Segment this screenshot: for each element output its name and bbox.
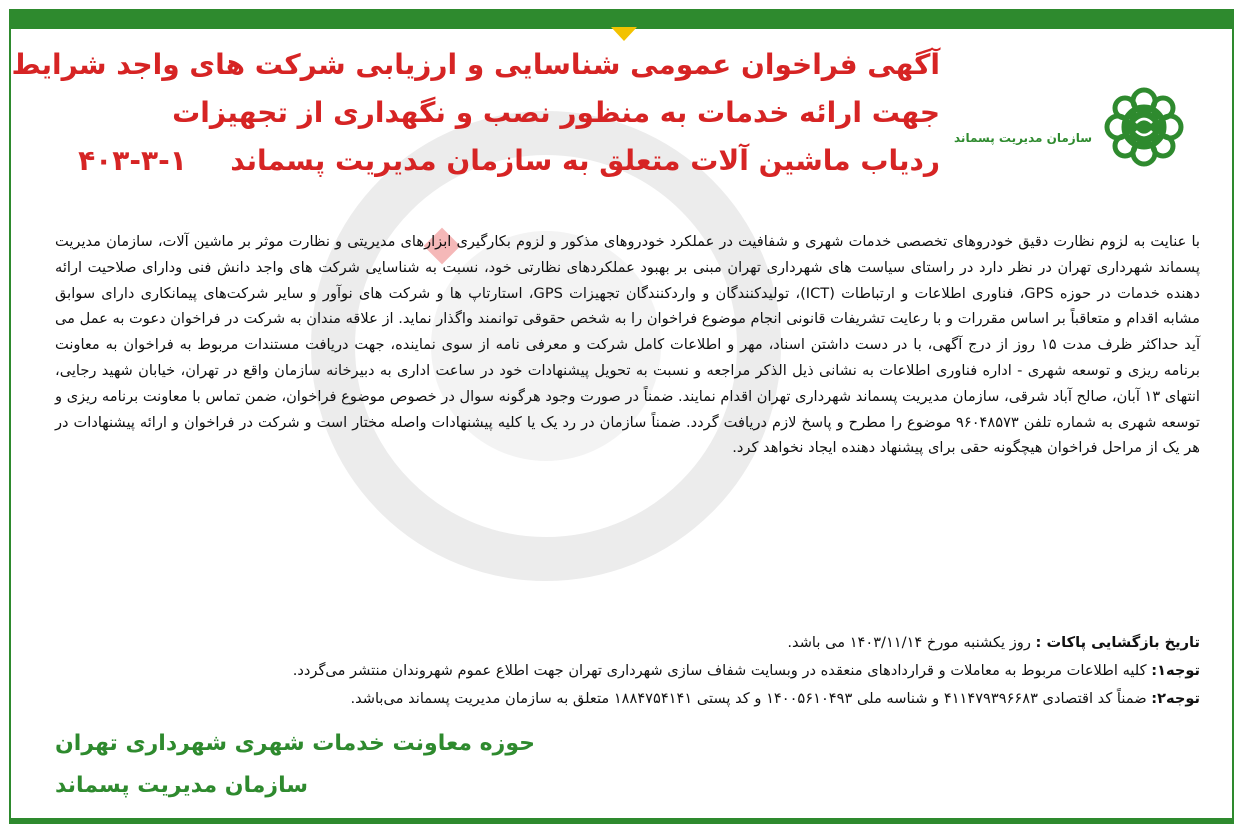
note-1-label: توجه۱: [1151,662,1200,679]
signature-line-2: سازمان مدیریت پسماند [55,773,308,798]
yellow-notch [611,27,637,41]
note-1 [293,662,1200,679]
title-block [11,41,940,185]
body-paragraph: با عنایت به لزوم نظارت دقیق خودروهای تخصصی خدمات شهری و شفافیت در عملکرد خودروهای مذکور و لزوم بکارگیری ابزارهای مدیریتی و نظارت موثر بر ماشین آلات، سازمان مدیریت پسماند شهرداری تهران در نظر دارد در راستای سیاست های شهرداری تهران مبنی بر بهبود عملکردهای نظارتی خود، نسبت به شناسایی شرکت های واجد دانش فنی ودارای صلاحیت ارائه دهنده خدمات در حوزه GPS، فناوری اطلاعات و ارتباطات (ICT)، تولیدکنندگان و واردکنندگان تجهیزات GPS، استارتاپ ها و شرکت های نوآور و سایر شرکت‌های پیمانکاری دارای سوابق مشابه اقدام و متعاقباً بر اساس مقررات و با رعایت تشریفات قانونی انجام موضوع فراخوان را به شخص حقوقی توانمند واگذار نماید. از علاقه مندان به شرکت در فراخوان دعوت به عمل می آید حداکثر ظرف مدت ۱۵ روز از درج آگهی، با در دست داشتن اسناد، مهر و اطلاعات کامل شرکت و معرفی نامه از سوی نماینده، جهت دریافت مستندات مربوط به فراخوان به معاونت برنامه ریزی و توسعه شهری - اداره فناوری اطلاعات به نشانی ذیل الذکر مراجعه و نسبت به تحویل پیشنهادات خود در ساعت اداری به دبیرخانه سازمان واقع در تهران، خیابان شهید رجایی، انتهای ۱۳ آبان، صالح آباد شرقی، سازمان مدیریت پسماند شهرداری تهران اقدام نمایند. ضمناً در صورت وجود هرگونه سوال در خصوص موضوع فراخوان، ضمن تماس با معاونت برنامه ریزی و توسعه شهری به شماره تلفن ۹۶۰۴۸۵۷۳ موضوع را مطرح و پاسخ لازم دریافت گردد. ضمناً سازمان در رد یک یا کلیه پیشنهادات واصله مختار است و شرکت در فراخوان و ارائه پیشنهادات در هر یک از مراحل فراخوان هیچگونه حقی برای پیشنهاد دهنده ایجاد نخواهد کرد. [55,233,1200,457]
title-line-3-text: ردیاب ماشین آلات متعلق به سازمان مدیریت پسماند [230,144,940,177]
title-line-3 [50,137,940,185]
signature-line-1: حوزه معاونت خدمات شهری شهرداری تهران [55,731,535,756]
tender-code: ۱-۳-۴۰۳ [78,144,187,177]
note-2 [350,690,1200,707]
logo-caption: سازمان مدیریت پسماند [954,131,1092,145]
bottom-green-bar [11,818,1232,822]
tehran-municipality-logo-icon [1096,79,1192,175]
note-2-text: ضمناً کد اقتصادی ۴۱۱۴۷۹۳۹۶۶۸۳ و شناسه ملی ۱۴۰۰۵۶۱۰۴۹۳ و کد پستی ۱۸۸۴۷۵۴۱۴۱ متعلق به سازمان مدیریت پسماند می‌باشد. [350,690,1147,707]
opening-date-label: تاریخ بازگشایی پاکات : [1035,634,1200,651]
body-paragraph-block [55,229,1200,461]
note-1-text: کلیه اطلاعات مربوط به معاملات و قراردادهای منعقده در وبسایت شفاف سازی شهرداری تهران جهت اطلاع عموم شهروندان منتشر می‌گردد. [292,662,1147,679]
title-line-1: آگهی فراخوان عمومی شناسایی و ارزیابی شرکت های واجد شرایط [11,48,940,81]
opening-date-text: روز یکشنبه مورخ ۱۴۰۳/۱۱/۱۴ می باشد. [787,634,1031,651]
title-line-2: جهت ارائه خدمات به منظور نصب و نگهداری از تجهیزات [172,96,940,129]
advertisement-frame [9,9,1234,824]
opening-date-line [787,634,1200,651]
note-2-label: توجه۲: [1151,690,1200,707]
